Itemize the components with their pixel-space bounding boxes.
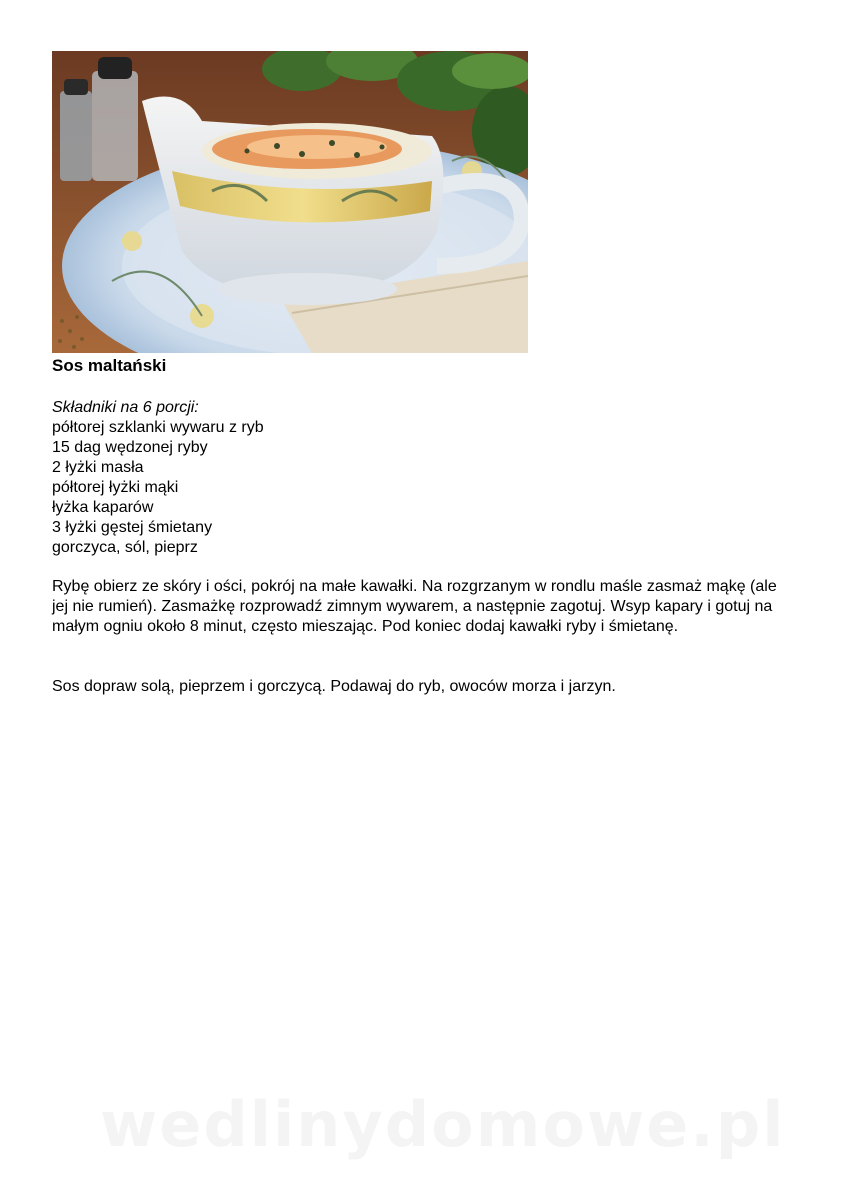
ingredient-item: półtorej szklanki wywaru z ryb: [52, 419, 264, 436]
ingredient-item: 15 dag wędzonej ryby: [52, 439, 208, 456]
ingredient-item: łyżka kaparów: [52, 499, 154, 516]
recipe-title: Sos maltański: [52, 356, 167, 375]
ingredient-item: 3 łyżki gęstej śmietany: [52, 519, 213, 536]
instructions-paragraph: Rybę obierz ze skóry i ości, pokrój na małe kawałki. Na rozgrzanym w rondlu maśle zasmaż mąkę (ale jej nie rumień). Zasmażkę rozprowadź zimnym wywarem, a następnie zagotuj. Wsyp kapary i gotuj na małym ogniu około 8 minut, często mieszając. Pod koniec dodaj kawałki ryby i śmietanę.: [52, 578, 777, 635]
sauce-boat-photo-icon: [52, 51, 528, 353]
ingredients-heading: Składniki na 6 porcji:: [52, 399, 199, 416]
site-watermark: wedlinydomowe.pl: [100, 1088, 786, 1161]
ingredients-list: [52, 418, 264, 558]
ingredients-section: [52, 398, 264, 558]
ingredient-item: 2 łyżki masła: [52, 459, 144, 476]
ingredient-item: gorczyca, sól, pieprz: [52, 539, 198, 556]
ingredient-item: półtorej łyżki mąki: [52, 479, 179, 496]
serving-paragraph: Sos dopraw solą, pieprzem i gorczycą. Podawaj do ryb, owoców morza i jarzyn.: [52, 678, 616, 695]
recipe-photo: [52, 51, 528, 353]
